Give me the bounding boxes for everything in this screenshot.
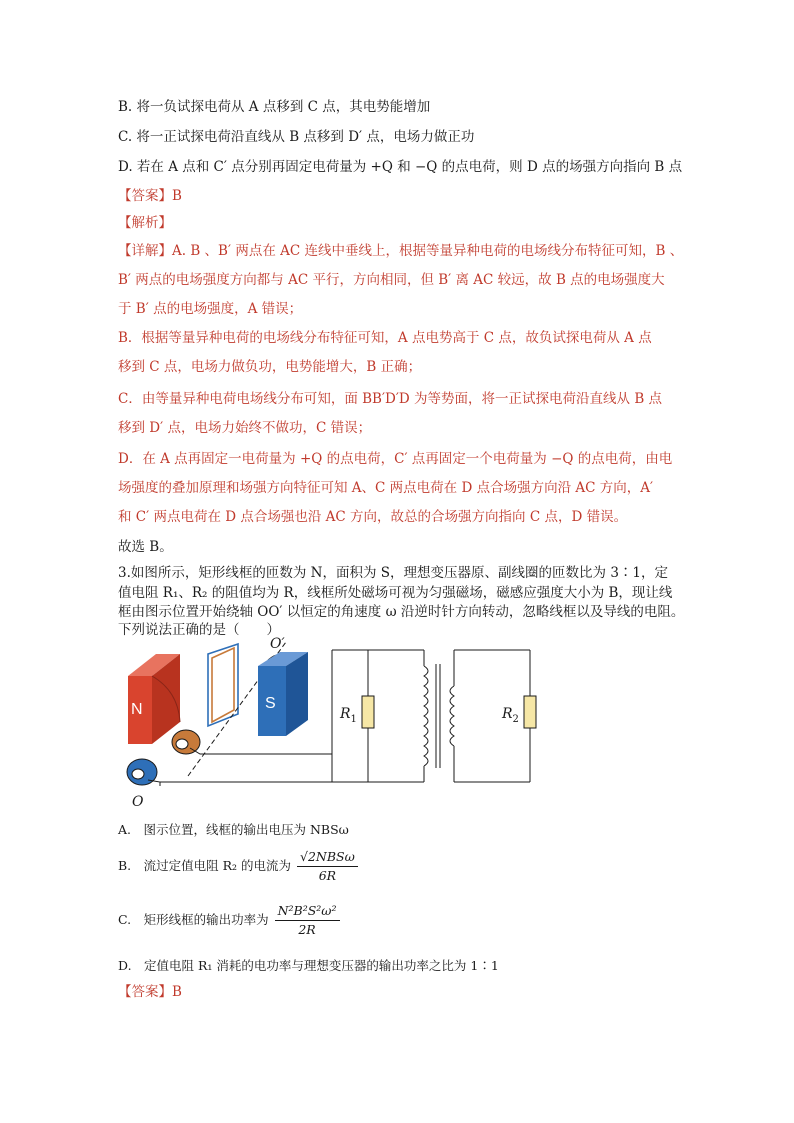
analysis-line: D．在 A 点再固定一电荷量为 +Q 的点电荷，C′ 点再固定一个电荷量为 −Q 的点电荷，由电 <box>118 451 673 467</box>
conclusion: 故选 B。 <box>118 539 173 555</box>
analysis-line: B′ 两点的电场强度方向都与 AC 平行，方向相同，但 B′ 离 AC 较远，故 B 点的电场强度大 <box>118 272 665 288</box>
analysis-line: 场强度的叠加原理和场强方向特征可知 A、C 两点电荷在 D 点合场强方向沿 AC 方向，A′ <box>118 480 654 496</box>
option3-b-text: B. 流过定值电阻 R₂ 的电流为 <box>118 858 292 873</box>
resistor-r2 <box>524 696 536 728</box>
magnet-s <box>258 652 308 736</box>
resistor-r1 <box>362 696 374 728</box>
option3-c-fraction: $\frac{\text{N²B²S²ω²}}{2R}$ <box>275 902 340 939</box>
option3-d: D. 定值电阻 R₁ 消耗的电功率与理想变压器的输出功率之比为 1∶1 <box>118 958 499 973</box>
question3-line: 值电阻 R₁、R₂ 的阻值均为 R，线框所处磁场可视为匀强磁场，磁感应强度大小为 B，现让线 <box>118 585 673 601</box>
question3-line: 框由图示位置开始绕轴 OO′ 以恒定的角速度 ω 沿逆时针方向转动，忽略线框以及导线的电阻。 <box>118 604 685 620</box>
magnet-n <box>128 654 180 744</box>
option-c-prev: C. 将一正试探电荷沿直线从 B 点移到 D′ 点，电场力做正功 <box>118 129 475 145</box>
option-b-prev: B. 将一负试探电荷从 A 点移到 C 点，其电势能增加 <box>118 99 431 115</box>
axis-bottom-label: O <box>132 794 144 810</box>
axis-top-label: O′ <box>270 636 285 652</box>
option3-a: A. 图示位置，线框的输出电压为 NBSω <box>118 822 349 837</box>
answer3: 【答案】B <box>118 984 182 1000</box>
question3-line: 3.如图所示，矩形线框的匝数为 N，面积为 S，理想变压器原、副线圈的匝数比为 3∶1，定 <box>118 565 668 581</box>
option3-c-text: C. 矩形线框的输出功率为 <box>118 912 269 927</box>
analysis-heading: 【解析】 <box>118 215 172 231</box>
r2-label: $R_2$ <box>502 706 519 725</box>
option3-b <box>118 848 358 885</box>
magnet-n-label: N <box>131 701 143 718</box>
generator-transformer-diagram <box>118 636 578 812</box>
analysis-line: 移到 C 点，电场力做负功，电势能增大，B 正确； <box>118 359 422 375</box>
answer-prev: 【答案】B <box>118 188 182 204</box>
analysis-line: 和 C′ 两点电荷在 D 点合场强也沿 AC 方向，故总的合场强方向指向 C 点，D 错误。 <box>118 509 628 525</box>
primary-coil <box>424 666 428 766</box>
secondary-coil <box>450 686 454 746</box>
magnet-s-label: S <box>265 695 276 712</box>
option3-c <box>118 902 340 939</box>
r1-label: $R_1$ <box>340 706 357 725</box>
analysis-line: C．由等量异种电荷电场线分布可知，面 BB′D′D 为等势面，将一正试探电荷沿直线从 B 点 <box>118 391 663 407</box>
option3-b-fraction: $\frac{\text{√2NBSω}}{6R}$ <box>297 848 358 885</box>
question3-line: 下列说法正确的是（ ） <box>118 622 280 638</box>
analysis-line: 于 B′ 点的电场强度，A 错误； <box>118 301 303 317</box>
analysis-line: B．根据等量异种电荷的电场线分布特征可知，A 点电势高于 C 点，故负试探电荷从 A 点 <box>118 330 652 346</box>
analysis-line: 【详解】A. B 、B′ 两点在 AC 连线中垂线上，根据等量异种电荷的电场线分布特征可知，B 、 <box>118 243 684 259</box>
analysis-line: 移到 D′ 点，电场力始终不做功，C 错误； <box>118 420 372 436</box>
option-d-prev: D. 若在 A 点和 C′ 点分别再固定电荷量为 +Q 和 −Q 的点电荷，则 D 点的场强方向指向 B 点 <box>118 159 683 175</box>
